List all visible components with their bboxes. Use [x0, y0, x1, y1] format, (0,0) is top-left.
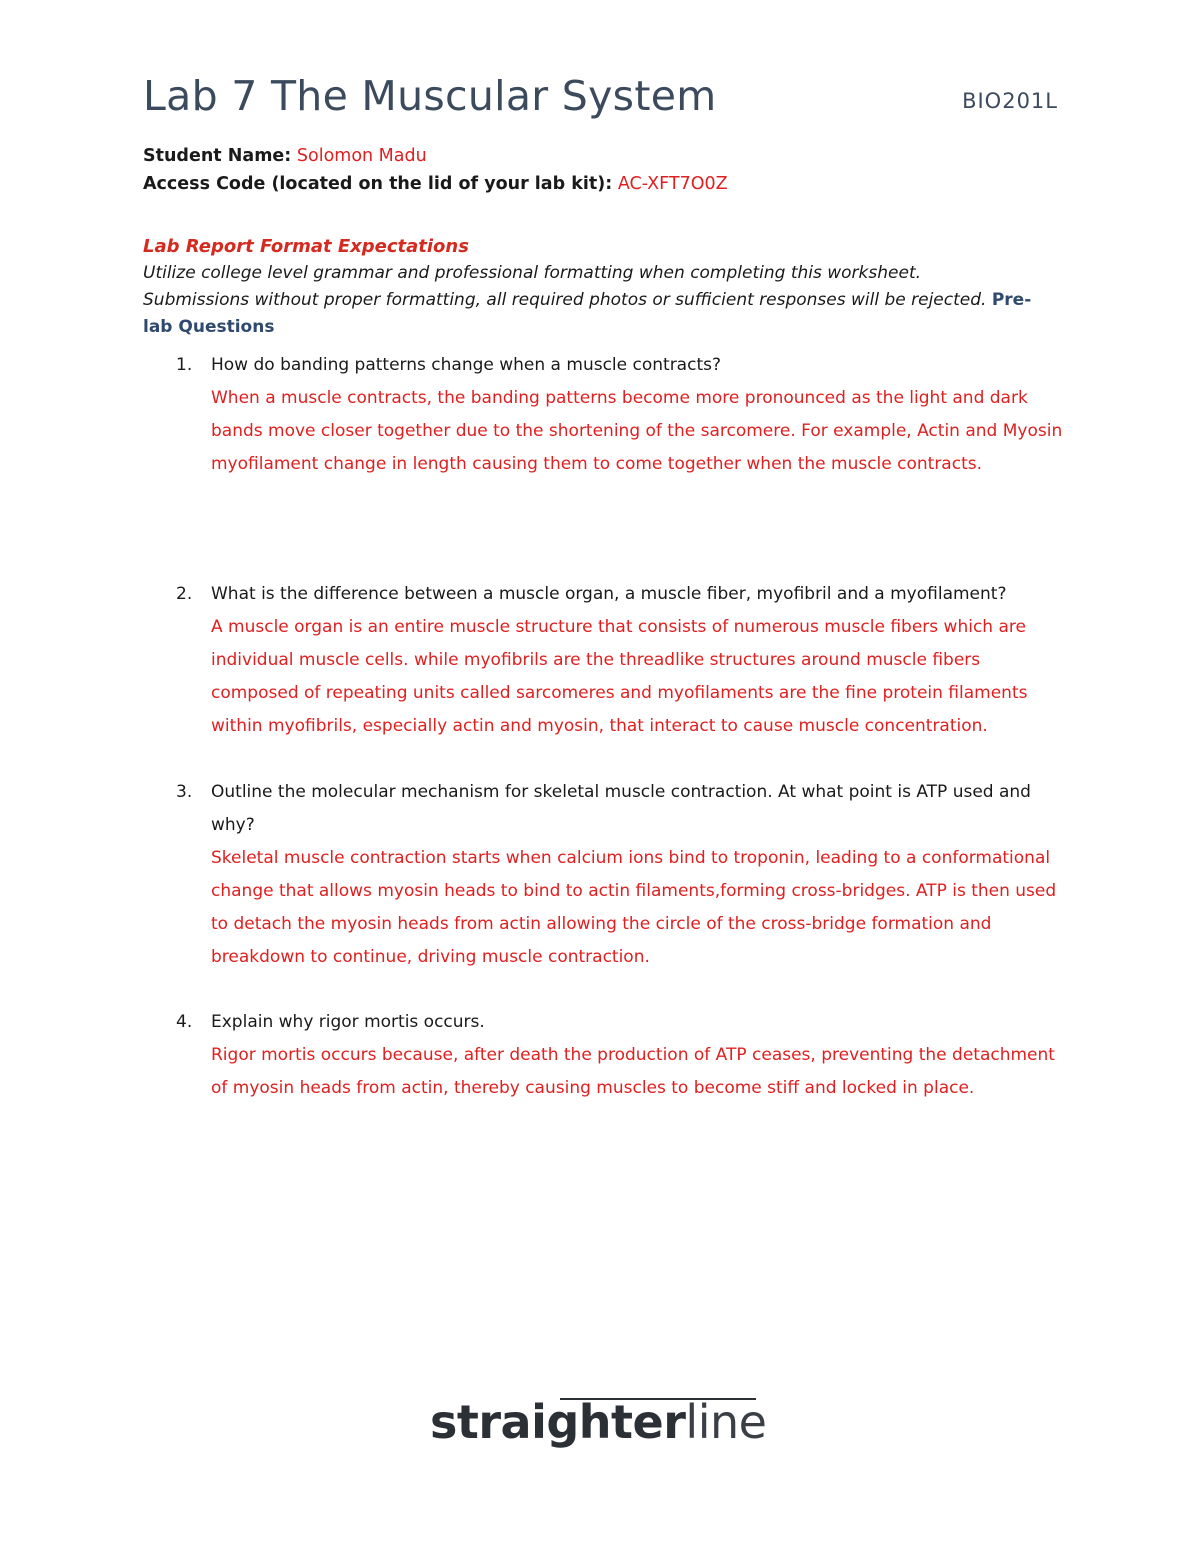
question-item-1 — [176, 349, 1066, 481]
access-code-line — [143, 170, 728, 198]
logo-wordmark-light: line — [685, 1395, 767, 1449]
expectations-line-2: Submissions without proper formatting, all required photos or sufficient responses will be rejected. — [143, 290, 987, 310]
question-number: 2. — [176, 584, 193, 604]
course-code: BIO201L — [962, 89, 1058, 113]
question-item-2 — [176, 578, 1066, 743]
student-name-line — [143, 142, 728, 170]
question-number: 3. — [176, 782, 193, 802]
logo-wordmark-bold: straighter — [430, 1395, 686, 1449]
question-text: How do banding patterns change when a muscle contracts? — [211, 355, 721, 375]
question-text: Outline the molecular mechanism for skeletal muscle contraction. At what point is ATP used and why? — [211, 782, 1031, 835]
expectations-line-2-wrap — [143, 287, 1058, 341]
prelab-heading: Pre-lab Questions — [143, 290, 1032, 337]
answer-text: A muscle organ is an entire muscle structure that consists of numerous muscle fibers which are individual muscle cells. while myofibrils are the threadlike structures around muscle fibers composed of repeating units called sarcomeres and myofilaments are the fine protein filaments within myofibrils, especially actin and myosin, that interact to cause muscle concentration. — [211, 617, 1028, 736]
document-title: Lab 7 The Muscular System — [143, 72, 717, 120]
student-name-label: Student Name: — [143, 146, 292, 166]
answer-text: When a muscle contracts, the banding patterns become more pronounced as the light and dark bands move closer together due to the shortening of the sarcomere. For example, Actin and Myosin myofilament change in length causing them to come together when the muscle contracts. — [211, 388, 1063, 474]
access-code-value: AC-XFT7O0Z — [617, 174, 728, 194]
access-code-label: Access Code (located on the lid of your lab kit): — [143, 174, 613, 194]
straighterline-logo — [430, 1395, 766, 1449]
question-item-3 — [176, 776, 1066, 974]
question-number: 1. — [176, 355, 193, 375]
question-item-4 — [176, 1006, 1066, 1105]
question-text: What is the difference between a muscle organ, a muscle fiber, myofibril and a myofilament? — [211, 584, 1007, 604]
question-text: Explain why rigor mortis occurs. — [211, 1012, 485, 1032]
expectations-heading: Lab Report Format Expectations — [143, 236, 469, 257]
student-info — [143, 142, 728, 198]
answer-text: Rigor mortis occurs because, after death the production of ATP ceases, preventing the detachment of myosin heads from actin, thereby causing muscles to become stiff and locked in place. — [211, 1045, 1055, 1098]
answer-text: Skeletal muscle contraction starts when calcium ions bind to troponin, leading to a conformational change that allows myosin heads to bind to actin filaments,forming cross-bridges. ATP is then used to detach the myosin heads from actin allowing the circle of the cross-bridge formation and breakdown to continue, driving muscle contraction. — [211, 848, 1057, 967]
student-name-value: Solomon Madu — [296, 146, 427, 166]
question-number: 4. — [176, 1012, 193, 1032]
expectations-line-1: Utilize college level grammar and professional formatting when completing this worksheet. — [143, 263, 922, 283]
format-expectations — [143, 233, 1058, 341]
title-row — [143, 72, 1058, 128]
